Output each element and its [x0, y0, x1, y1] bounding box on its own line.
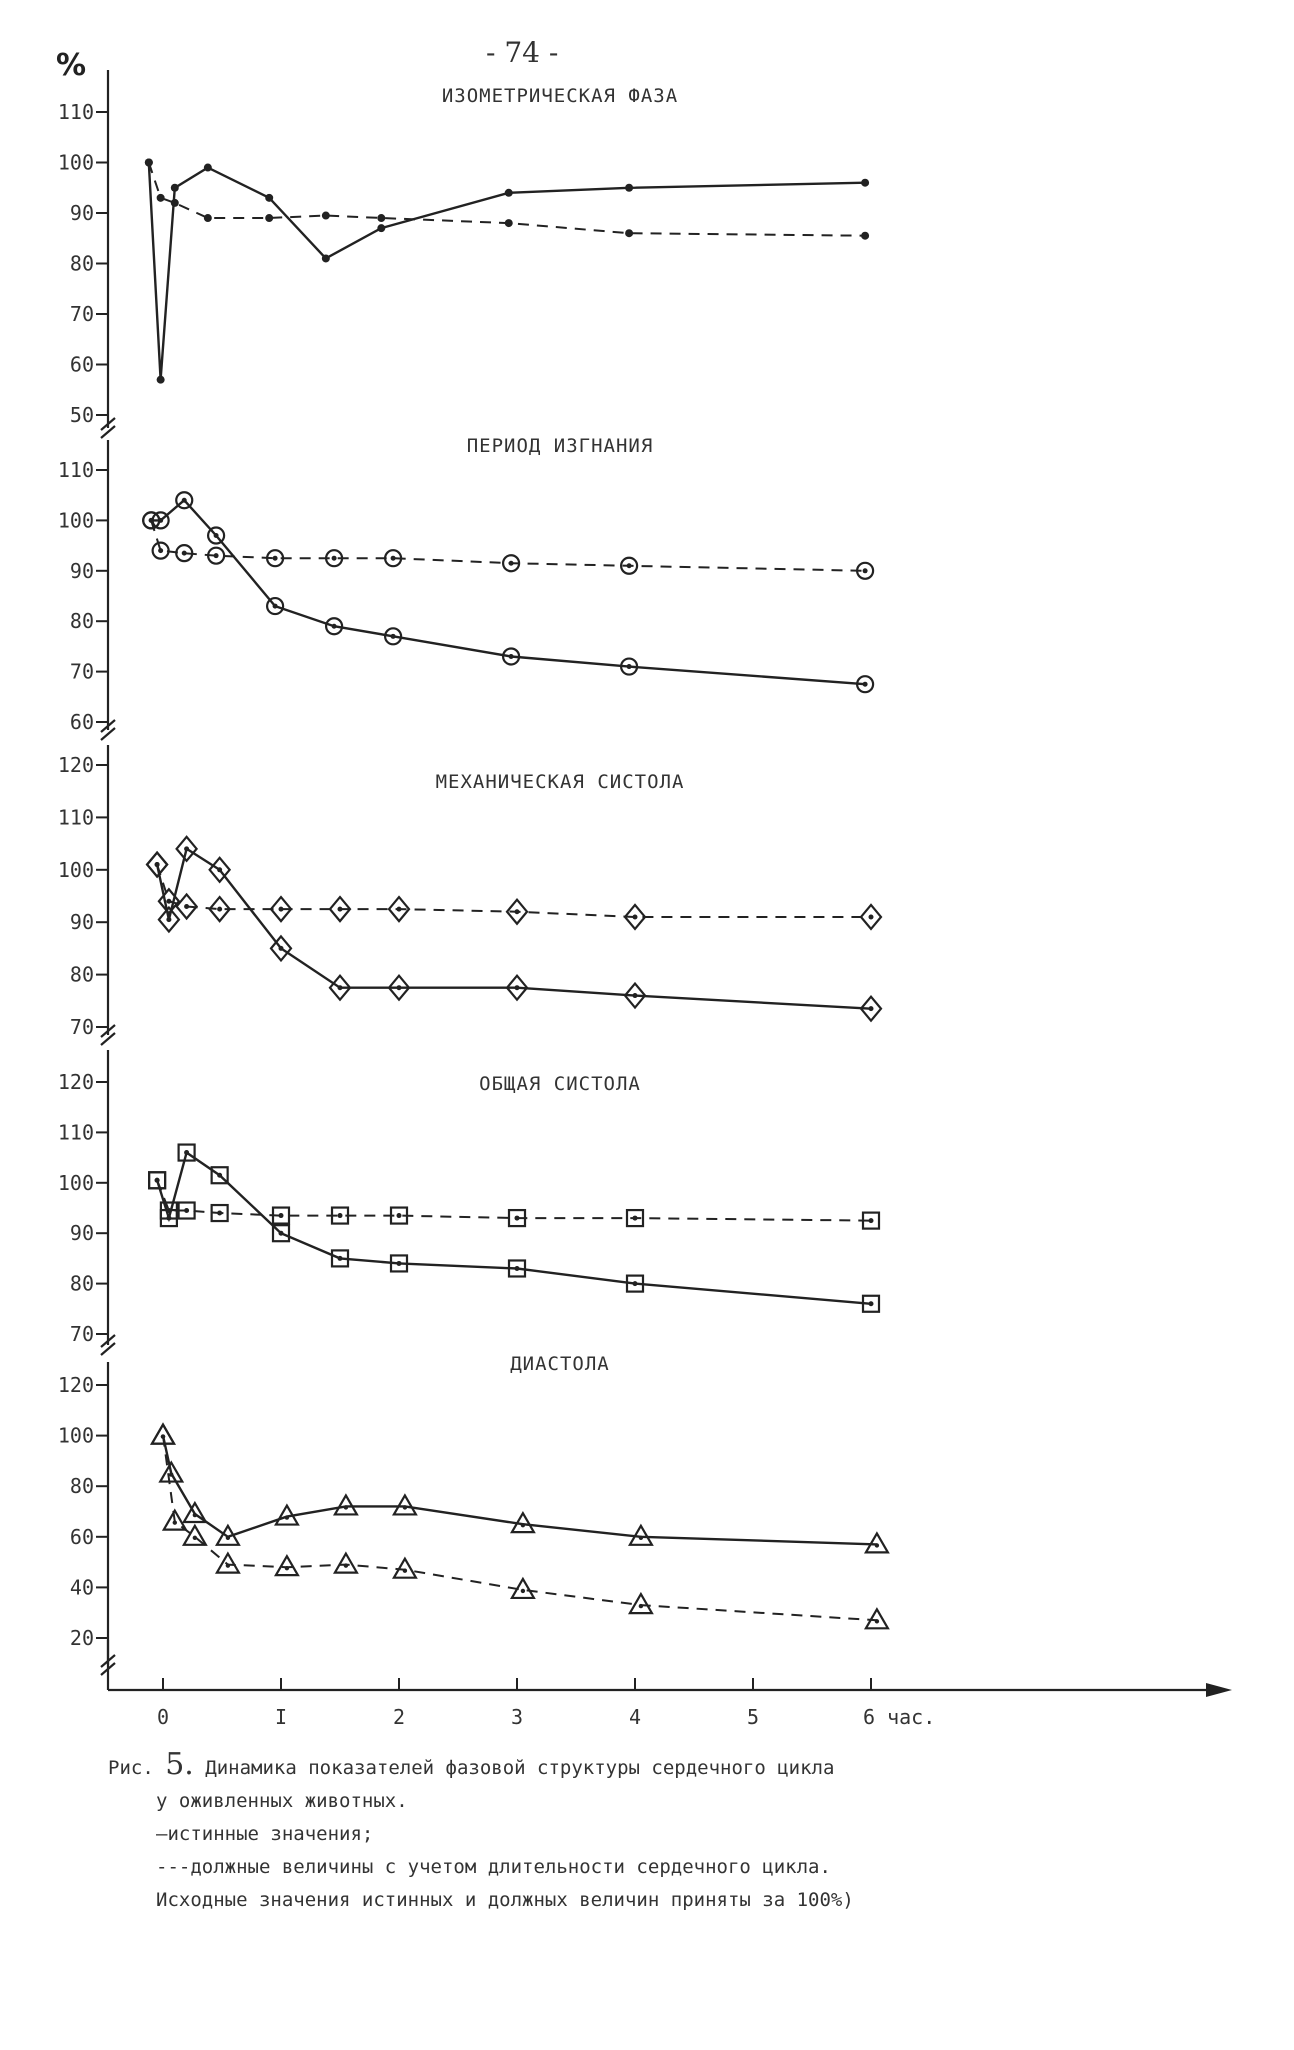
marker-center: [226, 1563, 230, 1567]
marker-center: [509, 561, 514, 566]
data-point: [265, 214, 273, 222]
data-point: [625, 184, 633, 192]
y-tick-label: 110: [57, 458, 94, 482]
marker-center: [521, 1589, 525, 1593]
series-markers-due: [152, 1425, 888, 1629]
series-line-due: [151, 520, 865, 570]
marker-outline: [335, 1495, 357, 1514]
series-markers-true: [147, 837, 881, 1021]
x-tick-label: 4: [628, 1705, 642, 1729]
series-line-due: [157, 1180, 871, 1220]
data-point: [204, 214, 212, 222]
caption-line-1: [108, 1748, 1258, 1785]
caption-line-2: у оживленных животных.: [156, 1790, 408, 1812]
series-line-true: [157, 849, 871, 1009]
x-axis-arrow: [1206, 1683, 1232, 1697]
data-point: [861, 232, 869, 240]
marker-center: [515, 985, 520, 990]
data-point: [176, 492, 192, 508]
y-tick-label: 40: [69, 1575, 94, 1600]
marker-center: [639, 1604, 643, 1608]
marker-center: [391, 556, 396, 561]
data-point: [265, 194, 273, 202]
y-tick-label: 90: [69, 201, 94, 225]
y-tick-label: 80: [69, 251, 94, 276]
x-axis: [108, 1640, 1232, 1729]
marker-center: [279, 1213, 284, 1218]
marker-center: [633, 1281, 638, 1286]
panel-diastole: [58, 1353, 888, 1675]
marker-center: [285, 1515, 289, 1519]
marker-center: [633, 914, 638, 919]
y-tick-label: 90: [69, 910, 94, 935]
marker-center: [166, 917, 171, 922]
panel-total-systole: [58, 1050, 879, 1355]
caption-line-5: Исходные значения истинных и должных величин приняты за 100%): [156, 1889, 854, 1911]
data-point: [267, 598, 283, 614]
y-tick-label: 120: [57, 1373, 94, 1397]
marker-center: [214, 553, 219, 558]
data-point: [335, 1554, 357, 1573]
marker-center: [173, 1520, 177, 1524]
marker-center: [515, 909, 520, 914]
y-tick-label: 60: [69, 352, 94, 377]
series-line-true: [163, 1436, 877, 1545]
data-point: [394, 1495, 416, 1514]
y-tick-label: 70: [69, 659, 94, 684]
marker-outline: [866, 1609, 888, 1628]
marker-center: [332, 556, 337, 561]
marker-center: [273, 556, 278, 561]
marker-center: [149, 518, 154, 523]
y-tick-label: 100: [57, 857, 94, 882]
caption-fig-label: Рис.: [108, 1757, 154, 1779]
marker-center: [515, 1216, 520, 1221]
marker-center: [169, 1472, 173, 1476]
marker-center: [869, 914, 874, 919]
data-point: [157, 376, 165, 384]
marker-center: [509, 654, 514, 659]
series-line-due: [163, 1436, 877, 1621]
chart-panels: [58, 70, 888, 1675]
marker-center: [869, 1301, 874, 1306]
marker-center: [273, 604, 278, 609]
marker-center: [627, 664, 632, 669]
marker-center: [633, 1216, 638, 1221]
x-tick-label: 6 час.: [863, 1705, 936, 1729]
data-point: [861, 179, 869, 187]
y-tick-label: 100: [57, 150, 94, 175]
series-line-due: [157, 865, 871, 917]
data-point: [861, 905, 881, 929]
marker-center: [338, 907, 343, 912]
data-point: [505, 219, 513, 227]
data-point: [505, 189, 513, 197]
panel-title: ОБЩАЯ СИСТОЛА: [479, 1073, 641, 1095]
marker-center: [397, 907, 402, 912]
y-tick-label: 70: [69, 1015, 94, 1039]
marker-center: [344, 1563, 348, 1567]
y-tick-label: 80: [69, 1474, 94, 1499]
y-tick-label: 70: [69, 1322, 94, 1346]
marker-center: [166, 1208, 171, 1213]
marker-center: [875, 1619, 879, 1623]
marker-center: [161, 1434, 165, 1438]
panel-title: ДИАСТОЛА: [510, 1353, 610, 1375]
marker-center: [332, 624, 337, 629]
y-tick-label: 110: [57, 805, 94, 830]
marker-center: [166, 899, 171, 904]
data-point: [159, 908, 179, 932]
panel-mechanical-systole: [58, 745, 881, 1045]
series-markers-true: [149, 1145, 879, 1312]
y-tick-label: 50: [69, 403, 94, 427]
figure-caption: [108, 1748, 1258, 1917]
data-point: [177, 837, 197, 861]
x-tick-label: 3: [510, 1705, 524, 1729]
y-tick-label: 90: [69, 1221, 94, 1246]
data-point: [147, 853, 167, 877]
caption-line-3: —истинные значения;: [156, 1823, 374, 1845]
data-point: [157, 194, 165, 202]
marker-center: [184, 1150, 189, 1155]
y-tick-label: 110: [57, 100, 94, 124]
x-tick-label: I: [274, 1705, 288, 1729]
marker-center: [279, 907, 284, 912]
marker-outline: [630, 1594, 652, 1613]
data-point: [322, 212, 330, 220]
panel-title: ИЗОМЕТРИЧЕСКАЯ ФАЗА: [441, 85, 679, 107]
data-point: [153, 543, 169, 559]
marker-center: [344, 1505, 348, 1509]
marker-center: [279, 1231, 284, 1236]
marker-center: [391, 634, 396, 639]
marker-center: [403, 1568, 407, 1572]
marker-center: [515, 1266, 520, 1271]
series-markers-true: [143, 492, 873, 692]
y-tick-label: 60: [69, 1524, 94, 1549]
marker-center: [217, 907, 222, 912]
marker-center: [184, 1208, 189, 1213]
marker-center: [217, 1173, 222, 1178]
x-tick-label: 0: [156, 1705, 170, 1729]
marker-center: [279, 946, 284, 951]
panel-expulsion: [58, 435, 873, 740]
series-line-true: [151, 500, 865, 684]
series-line-true: [157, 1153, 871, 1304]
marker-center: [184, 846, 189, 851]
y-tick-label: 70: [69, 302, 94, 326]
y-tick-label: 80: [69, 962, 94, 987]
marker-outline: [276, 1556, 298, 1575]
marker-center: [397, 1261, 402, 1266]
marker-center: [863, 568, 868, 573]
marker-center: [397, 985, 402, 990]
marker-center: [627, 563, 632, 568]
marker-center: [338, 1256, 343, 1261]
marker-center: [521, 1523, 525, 1527]
data-point: [145, 159, 153, 167]
marker-center: [403, 1505, 407, 1509]
x-tick-label: 2: [392, 1705, 406, 1729]
marker-center: [633, 993, 638, 998]
marker-center: [338, 1213, 343, 1218]
y-tick-label: 80: [69, 609, 94, 634]
page-number: - 74 -: [486, 36, 559, 69]
panel-title: МЕХАНИЧЕСКАЯ СИСТОЛА: [435, 771, 685, 793]
marker-outline: [394, 1495, 416, 1514]
marker-center: [158, 548, 163, 553]
marker-center: [155, 862, 160, 867]
y-tick-label: 80: [69, 1271, 94, 1296]
data-point: [171, 199, 179, 207]
data-point: [866, 1533, 888, 1552]
marker-center: [639, 1536, 643, 1540]
marker-outline: [217, 1554, 239, 1573]
y-tick-label: 120: [57, 753, 94, 777]
marker-center: [869, 1006, 874, 1011]
y-tick-label: 20: [69, 1626, 94, 1650]
data-point: [625, 229, 633, 237]
marker-outline: [866, 1533, 888, 1552]
data-point: [217, 1554, 239, 1573]
y-tick-label: 120: [57, 1070, 94, 1094]
data-point: [377, 224, 385, 232]
marker-center: [285, 1566, 289, 1570]
caption-line-4: ---должные величины с учетом длительности сердечного цикла.: [156, 1856, 831, 1878]
marker-center: [182, 498, 187, 503]
marker-center: [226, 1536, 230, 1540]
data-point: [377, 214, 385, 222]
marker-outline: [335, 1554, 357, 1573]
data-point: [630, 1594, 652, 1613]
marker-center: [863, 682, 868, 687]
data-point: [866, 1609, 888, 1628]
marker-center: [155, 1178, 160, 1183]
y-tick-label: 110: [57, 1120, 94, 1145]
marker-center: [875, 1543, 879, 1547]
data-point: [208, 528, 224, 544]
y-tick-label: 100: [57, 1170, 94, 1195]
caption-fig-number: 5.: [165, 1747, 194, 1782]
marker-center: [338, 985, 343, 990]
y-axis-unit-label: %: [56, 48, 87, 83]
marker-center: [217, 1211, 222, 1216]
y-tick-label: 60: [69, 710, 94, 734]
x-tick-label: 5: [746, 1705, 760, 1729]
y-tick-label: 100: [57, 508, 94, 533]
caption-text-1: Динамика показателей фазовой структуры сердечного цикла: [205, 1757, 835, 1779]
marker-center: [184, 904, 189, 909]
series-markers-true: [152, 1425, 888, 1553]
data-point: [149, 1172, 165, 1188]
marker-center: [397, 1213, 402, 1218]
data-point: [322, 254, 330, 262]
marker-center: [217, 867, 222, 872]
data-point: [276, 1556, 298, 1575]
marker-center: [193, 1536, 197, 1540]
y-tick-label: 100: [57, 1423, 94, 1448]
marker-center: [182, 551, 187, 556]
panel-title: ПЕРИОД ИЗГНАНИЯ: [466, 435, 654, 457]
marker-center: [214, 533, 219, 538]
data-point: [335, 1495, 357, 1514]
marker-center: [193, 1513, 197, 1517]
data-point: [179, 1145, 195, 1161]
data-point: [204, 164, 212, 172]
panel-isometric: [58, 70, 869, 438]
series-markers-due: [145, 159, 869, 240]
data-point: [171, 184, 179, 192]
y-tick-label: 90: [69, 558, 94, 583]
marker-center: [869, 1218, 874, 1223]
series-markers-true: [145, 159, 869, 384]
